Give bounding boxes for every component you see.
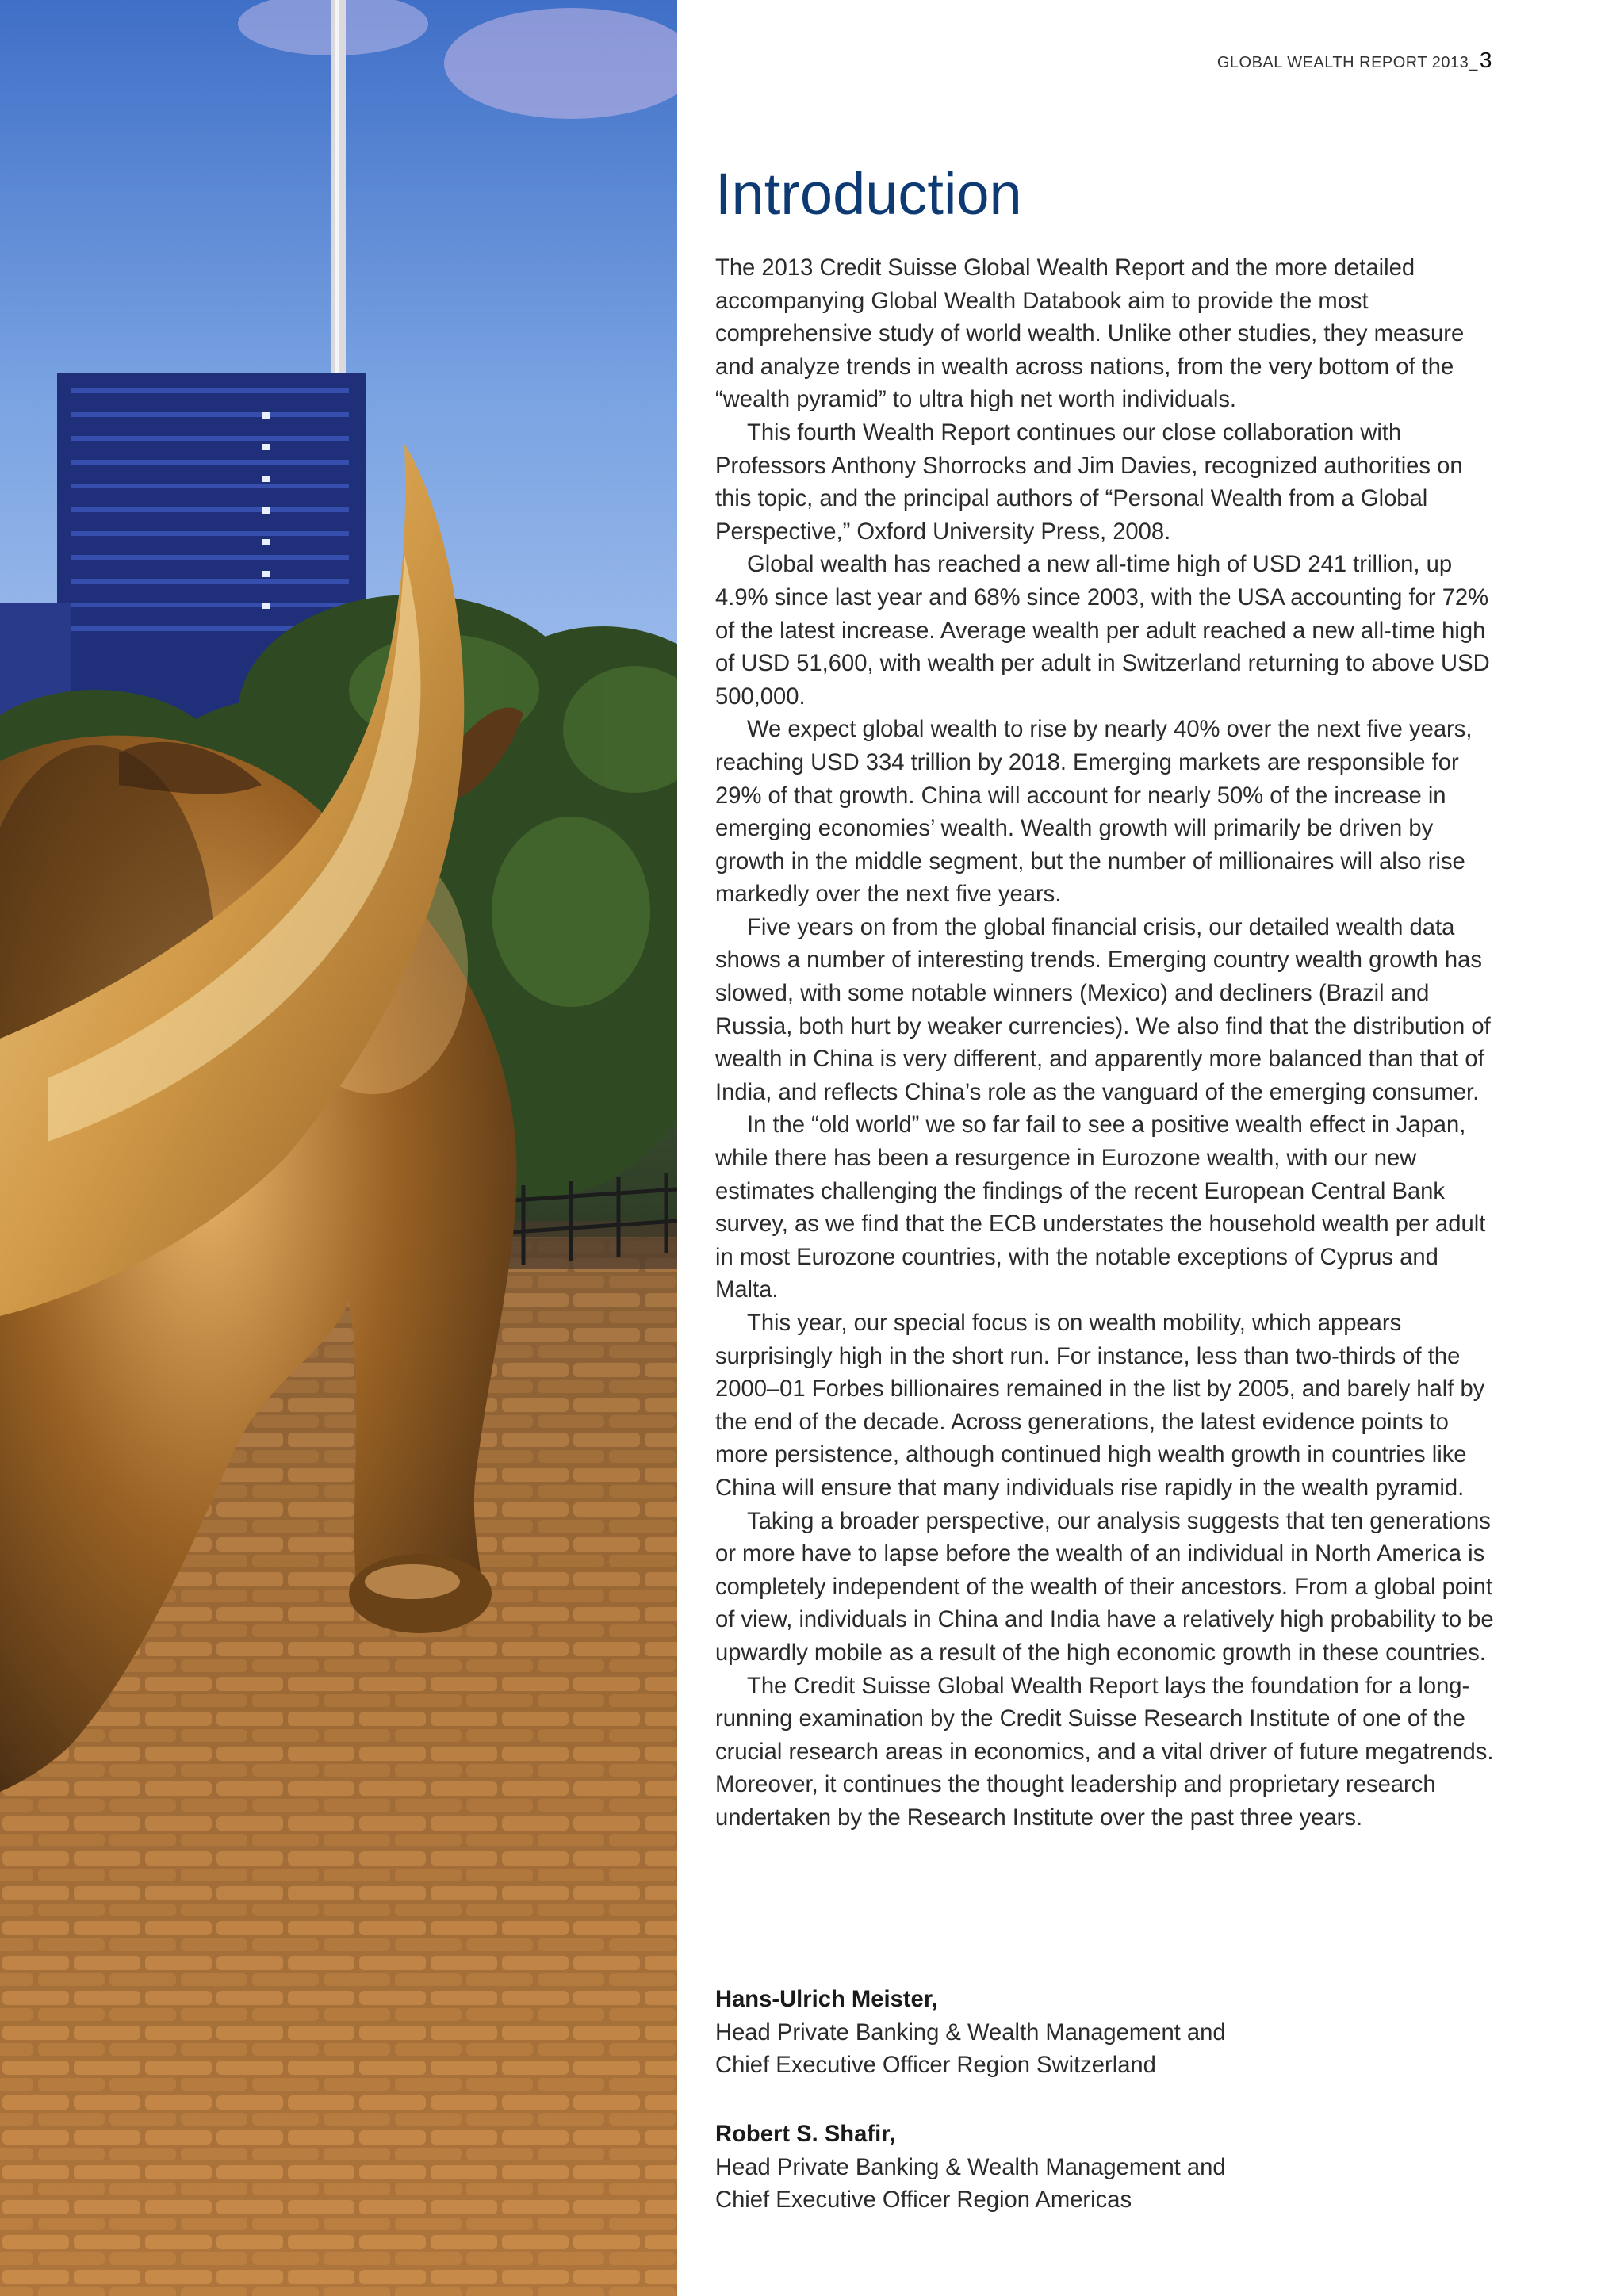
signatory-2	[715, 2118, 1497, 2218]
signatory-name: Hans-Ulrich Meister,	[715, 1987, 938, 2012]
paragraph-3: Global wealth has reached a new all-time high of USD 241 trillion, up 4.9% since last year and 68% since 2003, with the USA accounting for 72% of the latest increase. Average wealth per adult reached a new all-time high of USD 51,600, with wealth per adult in Switzerland returning to above USD 500,000.	[715, 552, 1490, 710]
signatory-role-line-2: Chief Executive Officer Region Americas	[715, 2187, 1132, 2214]
paragraph-7: This year, our special focus is on wealth mobility, which appears surprisingly high in the short run. For instance, less than two-thirds of the 2000–01 Forbes billionaires remained in the list by 2005, and barely half by the end of the decade. Across generations, the latest evidence points to more persistence, although continued high wealth growth in countries like China will ensure that many individuals rise rapidly in the wealth pyramid.	[715, 1311, 1485, 1501]
cover-photo-bull	[0, 0, 677, 2296]
paragraph-1: The 2013 Credit Suisse Global Wealth Report and the more detailed accompanying Global Wealth Databook aim to provide the most comprehensive study of world wealth. Unlike other studies, they measure and analyze trends in wealth across nations, from the very bottom of the “wealth pyramid” to ultra high net worth individuals.	[715, 255, 1465, 413]
page-number: 3	[1479, 48, 1492, 72]
paragraph-8: Taking a broader perspective, our analysis suggests that ten generations or more have to lapse before the wealth of an individual in North America is completely independent of the wealth of their ancestors. From a global point of view, individuals in China and India have a relatively high probability to be upwardly mobile as a result of the high economic growth in these countries.	[715, 1508, 1494, 1666]
signatory-name: Robert S. Shafir,	[715, 2122, 896, 2147]
paragraph-6: In the “old world” we so far fail to see a positive wealth effect in Japan, while there has been a resurgence in Eurozone wealth, with our new estimates challenging the findings of the recent European Central Bank survey, as we find that the ECB understates the household wealth per adult in most Eurozone countries, with the notable exceptions of Cyprus and Malta.	[715, 1112, 1486, 1303]
paragraph-4: We expect global wealth to rise by nearly 40% over the next five years, reaching USD 334 trillion by 2018. Emerging markets are responsible for 29% of that growth. China will account for nearly 50% of the increase in emerging economies’ wealth. Wealth growth will primarily be driven by growth in the middle segment, but the number of millionaires will also rise markedly over the next five years.	[715, 717, 1473, 908]
signatory-role-line-1: Head Private Banking & Wealth Management and	[715, 2019, 1226, 2045]
signatory-1	[715, 1984, 1497, 2083]
running-header-title: GLOBAL WEALTH REPORT 2013_	[1216, 54, 1478, 71]
signatory-role-line-2: Chief Executive Officer Region Switzerland	[715, 2053, 1156, 2079]
page-title: Introduction	[715, 161, 1022, 227]
paragraph-5: Five years on from the global financial crisis, our detailed wealth data shows a number of interesting trends. Emerging country wealth growth has slowed, with some notable winners (Mexico) and decliners (Brazil and Russia, both hurt by weaker currencies). We also find that the distribution of wealth in China is very different, and apparently more balanced than that of India, and reflects China’s role as the vanguard of the emerging consumer.	[715, 914, 1491, 1105]
running-header	[1217, 48, 1492, 73]
article-body	[715, 252, 1497, 1835]
paragraph-2: This fourth Wealth Report continues our close collaboration with Professors Anthony Shorrocks and Jim Davies, recognized authorities on this topic, and the principal authors of “Personal Wealth from a Global Perspective,” Oxford University Press, 2008.	[715, 419, 1463, 545]
bull-illustration	[0, 0, 677, 2296]
paragraph-9: The Credit Suisse Global Wealth Report lays the foundation for a long-running examination by the Credit Suisse Research Institute of one of the crucial research areas in economics, and a vital driver of future megatrends. Moreover, it continues the thought leadership and proprietary research undertaken by the Research Institute over the past three years.	[715, 1673, 1494, 1831]
signatory-role-line-1: Head Private Banking & Wealth Management and	[715, 2154, 1226, 2180]
